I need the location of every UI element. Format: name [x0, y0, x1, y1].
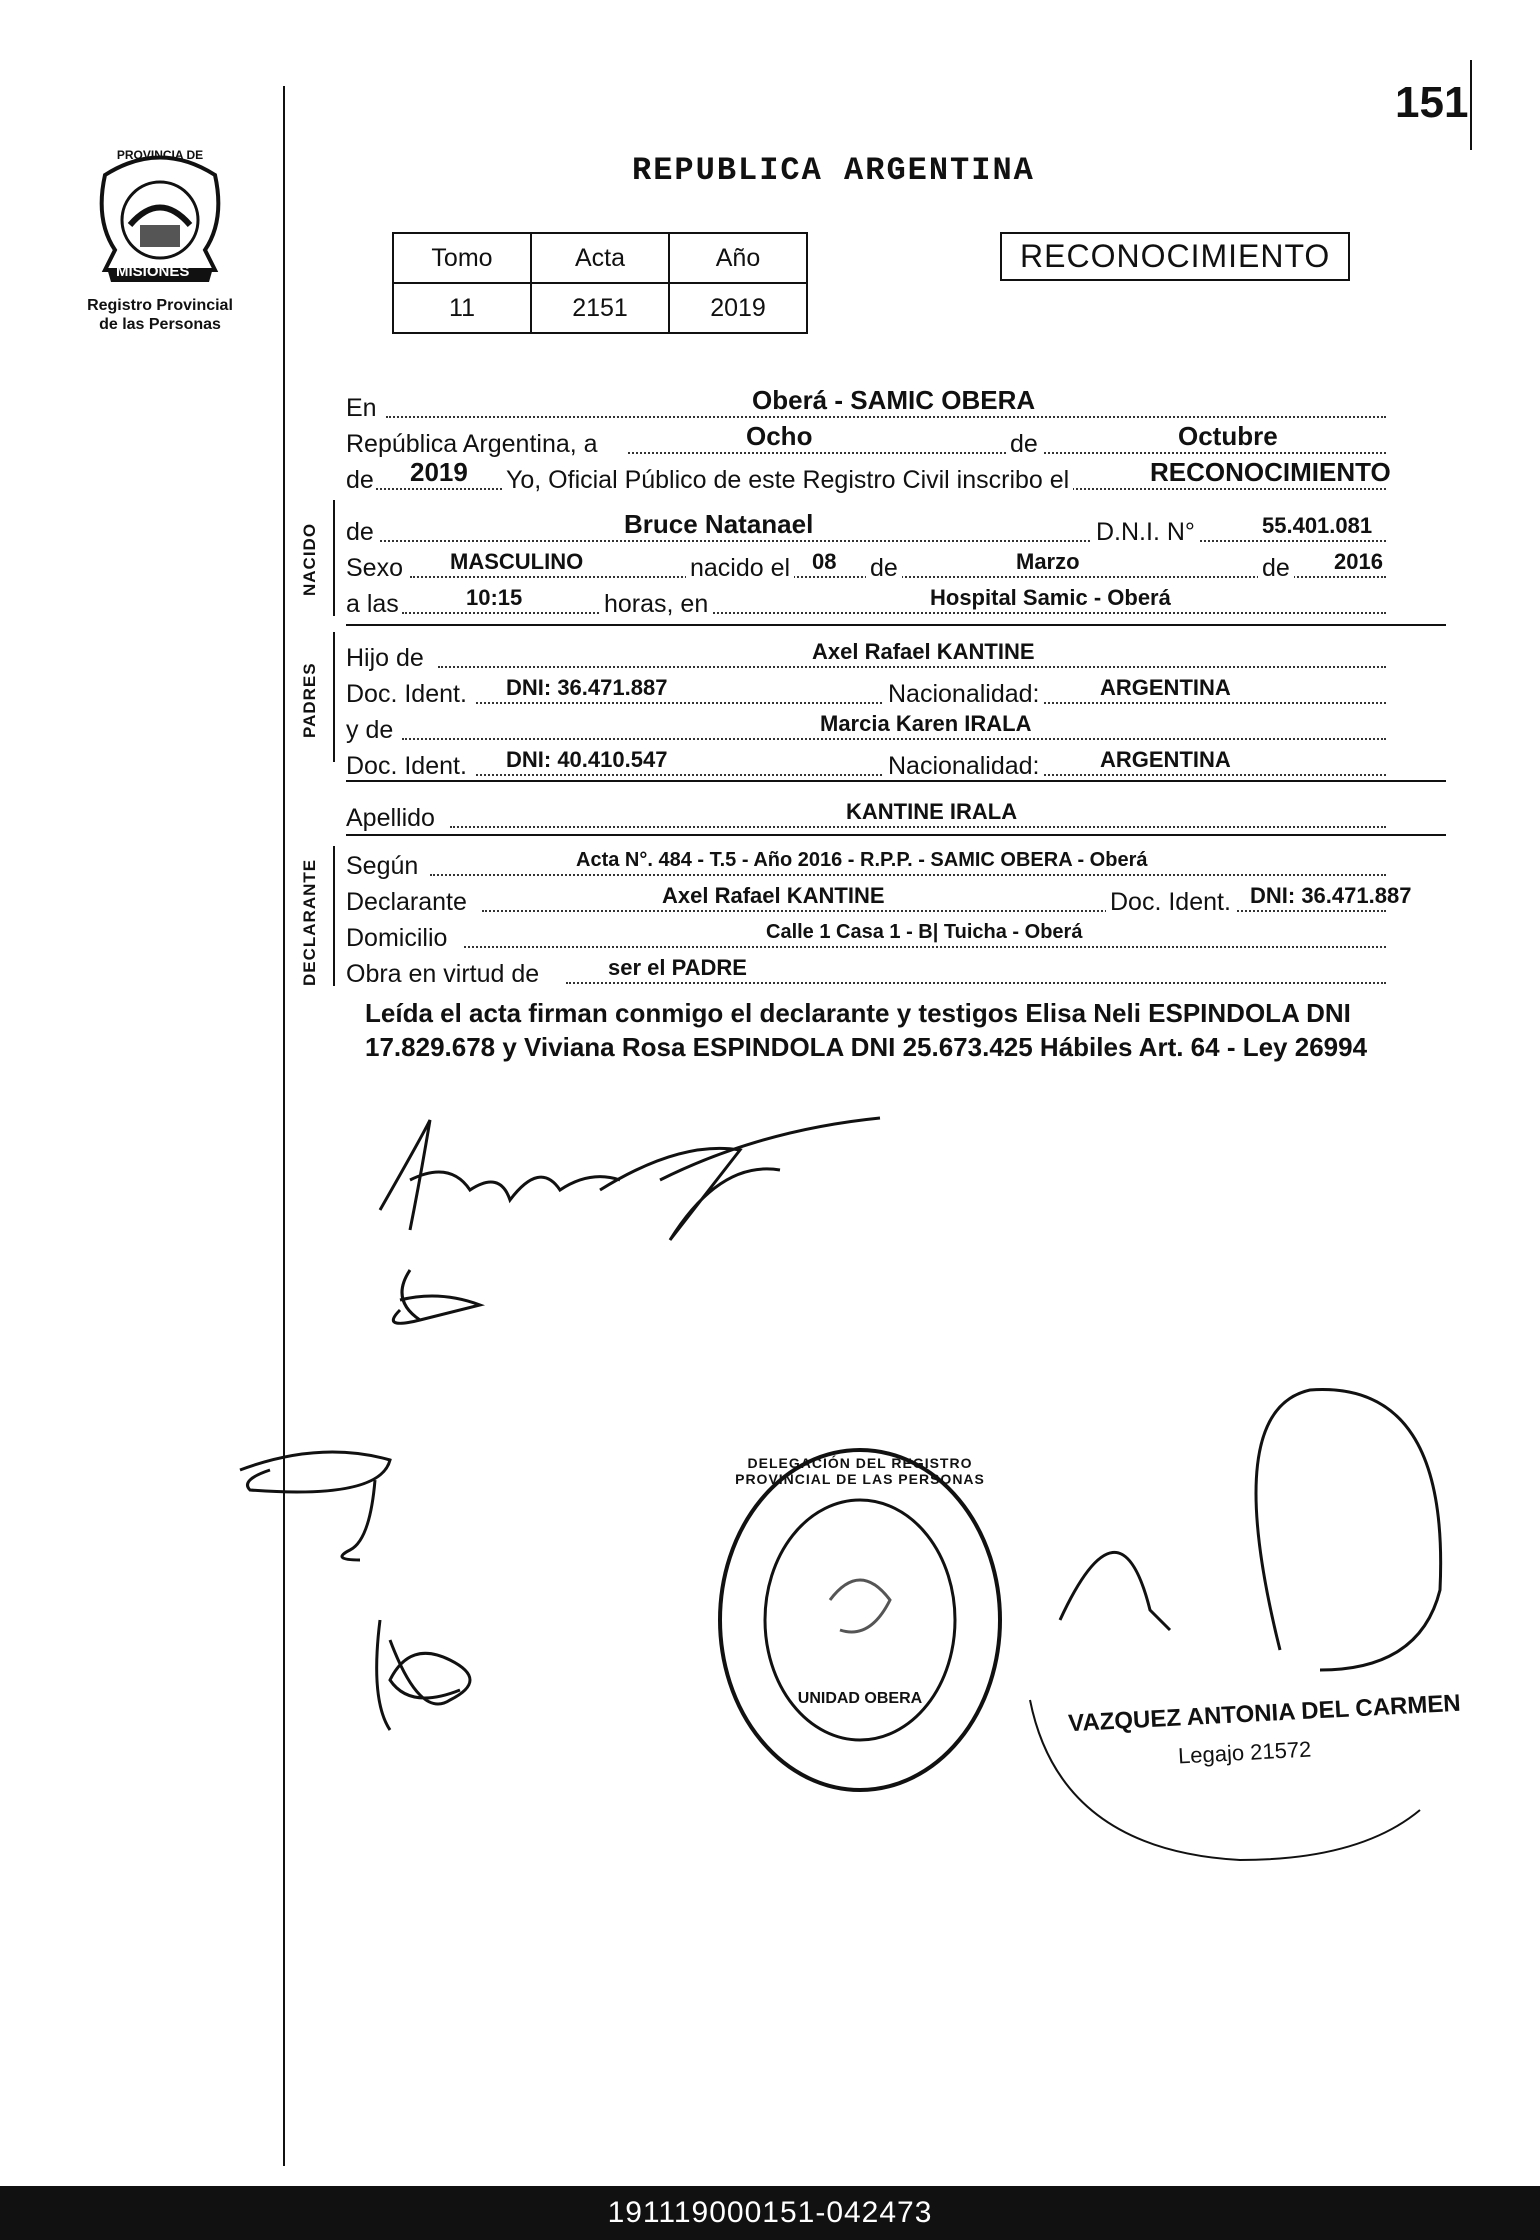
separator — [346, 624, 1446, 626]
value-father-nationality: ARGENTINA — [1100, 675, 1231, 700]
label-obra: Obra en virtud de — [346, 960, 540, 988]
footer-barcode-text: 191119000151-042473 — [0, 2186, 1540, 2240]
row-en — [346, 385, 1446, 428]
dots — [402, 602, 1386, 614]
label-sexo: Sexo — [346, 554, 403, 582]
registry-line-1: Registro Provincial — [87, 297, 233, 314]
label-de: de — [1006, 424, 1042, 464]
signature-witness-3 — [350, 1600, 510, 1740]
label-en: En — [346, 394, 377, 422]
signature-witness-2 — [230, 1440, 430, 1570]
padres-label: PADRES — [300, 662, 319, 738]
value-birth-month: Marzo — [1016, 549, 1080, 574]
label-horas: horas, en — [600, 584, 712, 624]
value-domicilio: Calle 1 Casa 1 - B| Tuicha - Oberá — [766, 921, 1083, 943]
separator — [346, 834, 1446, 836]
label-de-nacido: de — [346, 518, 374, 546]
value-birth-place: Hospital Samic - Oberá — [930, 585, 1171, 610]
value-father-doc: DNI: 36.471.887 — [506, 675, 668, 700]
value-father: Axel Rafael KANTINE — [812, 639, 1035, 664]
label-declarante: Declarante — [346, 888, 467, 916]
value-child-dni: 55.401.081 — [1262, 513, 1373, 538]
header-anio: Año — [669, 233, 807, 283]
value-time: 10:15 — [466, 585, 523, 610]
value-birth-day: 08 — [812, 549, 837, 574]
registry-line-2: de las Personas — [99, 316, 221, 333]
signature-official — [1000, 1370, 1450, 1870]
header-tomo: Tomo — [393, 233, 531, 283]
value-tomo: 11 — [393, 283, 531, 333]
label-de-2: de — [346, 466, 374, 494]
value-mother-doc: DNI: 40.410.547 — [506, 747, 668, 772]
page-number: 151 — [1395, 78, 1469, 127]
page-title: REPUBLICA ARGENTINA — [632, 152, 1035, 189]
registry-stamp — [710, 1440, 1010, 1800]
header-acta: Acta — [531, 233, 669, 283]
row-anio — [346, 457, 1446, 500]
dots — [380, 530, 1386, 542]
label-nacionalidad-2: Nacionalidad: — [884, 746, 1044, 786]
label-nacionalidad: Nacionalidad: — [884, 674, 1044, 714]
seal-top-text: PROVINCIA DE — [116, 148, 204, 162]
row-hora — [346, 584, 1446, 624]
row-obra — [346, 954, 1446, 994]
value-year: 2019 — [410, 457, 468, 487]
reference-value-row — [393, 283, 807, 333]
signature-declarante — [360, 1100, 900, 1250]
closing-note: Leída el acta firman conmigo el declarante y testigos Elisa Neli ESPINDOLA DNI 17.829.678 y Viviana Rosa ESPINDOLA DNI 25.673.425 Hábiles Art. 64 - Ley 26994 — [365, 998, 1368, 1062]
value-segun: Acta N°. 484 - T.5 - Año 2016 - R.P.P. - SAMIC OBERA - Oberá — [576, 849, 1148, 871]
value-declarante-doc: DNI: 36.471.887 — [1250, 883, 1412, 908]
label-domicilio: Domicilio — [346, 924, 448, 952]
nacido-label: NACIDO — [300, 522, 319, 596]
row-domicilio — [346, 918, 1446, 958]
record-type-box: RECONOCIMIENTO — [1000, 232, 1350, 281]
label-hijo-de: Hijo de — [346, 644, 424, 672]
row-apellido — [346, 798, 1446, 838]
value-mother: Marcia Karen IRALA — [820, 711, 1032, 736]
value-anio: 2019 — [669, 283, 807, 333]
label-de-4: de — [1258, 548, 1294, 588]
right-margin-rule — [1470, 60, 1472, 150]
stamp-ring-text: DELEGACIÓN DEL REGISTRO PROVINCIAL DE LAS PERSONAS — [735, 1455, 985, 1487]
value-declarante: Axel Rafael KANTINE — [662, 883, 885, 908]
value-act: RECONOCIMIENTO — [1150, 457, 1391, 487]
label-y-de: y de — [346, 716, 394, 744]
value-place: Oberá - SAMIC OBERA — [752, 385, 1036, 415]
label-republica: República Argentina, a — [346, 430, 598, 458]
value-mother-nationality: ARGENTINA — [1100, 747, 1231, 772]
declarante-bracket — [333, 846, 335, 986]
value-acta: 2151 — [531, 283, 669, 333]
label-a-las: a las — [346, 590, 399, 618]
label-segun: Según — [346, 852, 419, 880]
reference-table — [392, 232, 808, 334]
officer-text: Yo, Oficial Público de este Registro Civil inscribo el — [502, 460, 1073, 500]
declarante-label: DECLARANTE — [300, 858, 319, 986]
separator — [346, 780, 1446, 782]
stamp-inner-text: UNIDAD OBERA — [797, 1690, 923, 1707]
nacido-bracket — [333, 500, 335, 616]
value-child-name: Bruce Natanael — [624, 509, 814, 539]
value-day: Ocho — [746, 421, 813, 451]
official-legajo: Legajo 21572 — [1177, 1736, 1312, 1769]
value-birth-year: 2016 — [1334, 549, 1383, 574]
official-name: VAZQUEZ ANTONIA DEL CARMEN — [1067, 1689, 1462, 1738]
registry-name — [60, 296, 260, 334]
label-doc-ident-3: Doc. Ident. — [1106, 882, 1235, 922]
label-doc-ident: Doc. Ident. — [346, 680, 467, 708]
value-sexo: MASCULINO — [450, 549, 584, 574]
label-dni: D.N.I. N° — [1092, 512, 1199, 552]
label-doc-ident-2: Doc. Ident. — [346, 752, 467, 780]
label-de-3: de — [866, 548, 902, 588]
label-apellido: Apellido — [346, 804, 435, 832]
seal-bottom-text: MISIONES — [116, 263, 190, 280]
margin-rule — [283, 86, 285, 2166]
value-obra: ser el PADRE — [608, 955, 747, 980]
padres-bracket — [333, 632, 335, 762]
signature-witness-1 — [360, 1260, 510, 1340]
value-month: Octubre — [1178, 421, 1278, 451]
label-nacido-el: nacido el — [686, 548, 794, 588]
reference-header-row — [393, 233, 807, 283]
value-apellido: KANTINE IRALA — [846, 799, 1018, 824]
